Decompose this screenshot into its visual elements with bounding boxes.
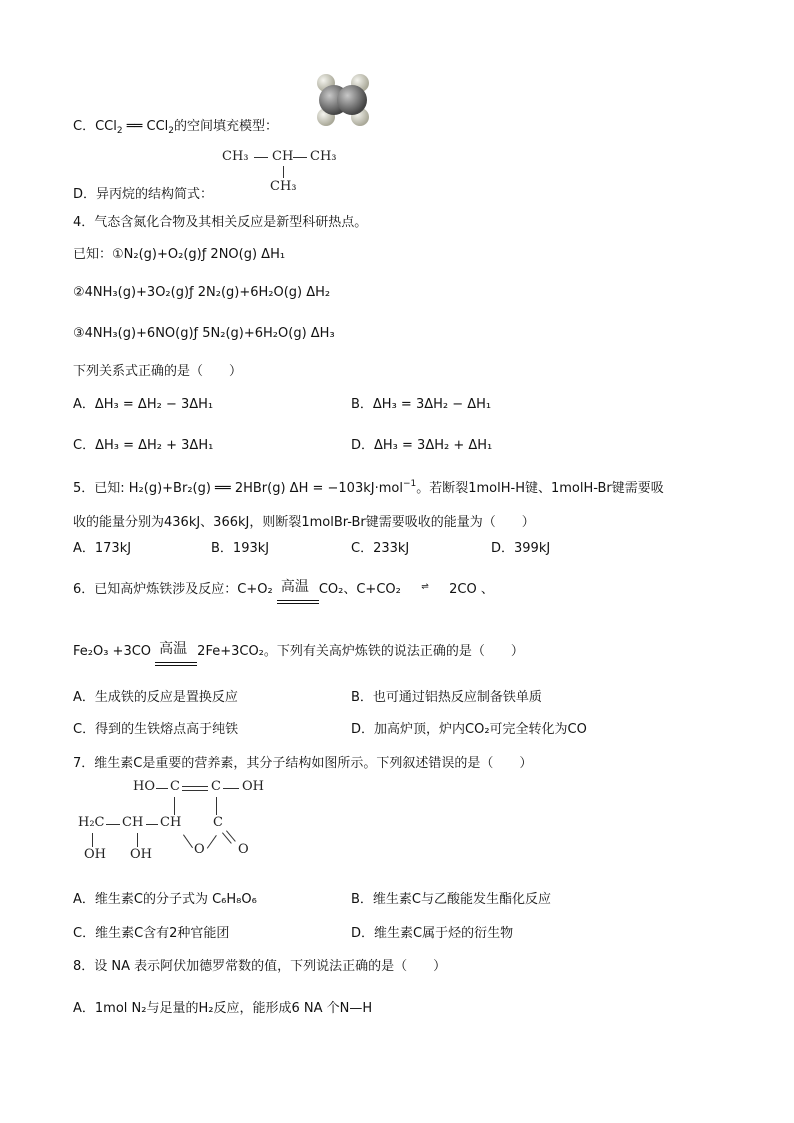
q4-equation-2: ②4NH₃(g)+3O₂(g)ƒ 2N₂(g)+6H₂O(g) ΔH₂ bbox=[73, 285, 331, 300]
q6-stem-line2: Fe₂O₃ +3CO 高温 2Fe+3CO₂。下列有关高炉炼铁的说法正确的是（ ） bbox=[73, 640, 524, 659]
q6-stem-line1: 6．已知高炉炼铁涉及反应：C+O₂ 高温 CO₂、C+CO₂ ⇌ 2CO 、 bbox=[73, 578, 494, 597]
q6-option-b[interactable]: B．也可通过铝热反应制备铁单质 bbox=[351, 690, 542, 705]
q5-option-d[interactable]: D．399kJ bbox=[491, 541, 551, 556]
q8-option-a[interactable]: A．1mol N₂与足量的H₂反应，能形成6 NA 个N—H bbox=[73, 1001, 373, 1016]
q5-option-b[interactable]: B．193kJ bbox=[211, 541, 270, 556]
q6-option-a[interactable]: A．生成铁的反应是置换反应 bbox=[73, 690, 238, 705]
q7-option-c[interactable]: C．维生素C含有2种官能团 bbox=[73, 926, 230, 941]
ccl2-space-filling-model-image bbox=[312, 70, 374, 130]
q3-option-d: D．异丙烷的结构简式： bbox=[73, 187, 214, 202]
isopropane-structure-formula: CH₃ CH CH₃ CH₃ bbox=[222, 149, 337, 194]
q5-option-c[interactable]: C．233kJ bbox=[351, 541, 410, 556]
q4-equation-1: 已知：①N₂(g)+O₂(g)ƒ 2NO(g) ΔH₁ bbox=[73, 247, 286, 262]
q6-option-c[interactable]: C．得到的生铁熔点高于纯铁 bbox=[73, 722, 239, 737]
q4-stem: 4．气态含氮化合物及其相关反应是新型科研热点。 bbox=[73, 215, 368, 230]
q7-stem: 7．维生素C是重要的营养素，其分子结构如图所示。下列叙述错误的是（ ） bbox=[73, 756, 533, 771]
q4-option-a[interactable]: A．ΔH₃ = ΔH₂ − 3ΔH₁ bbox=[73, 397, 214, 412]
q7-option-b[interactable]: B．维生素C与乙酸能发生酯化反应 bbox=[351, 892, 551, 907]
reversible-arrow-icon: ⇌ bbox=[421, 582, 429, 592]
q7-option-a[interactable]: A．维生素C的分子式为 C₆H₈O₆ bbox=[73, 892, 257, 907]
q4-question: 下列关系式正确的是（ ） bbox=[73, 364, 243, 379]
q7-option-d[interactable]: D．维生素C属于烃的衍生物 bbox=[351, 926, 514, 941]
q4-option-b[interactable]: B．ΔH₃ = 3ΔH₂ − ΔH₁ bbox=[351, 397, 492, 412]
q8-stem: 8．设 NA 表示阿伏加德罗常数的值，下列说法正确的是（ ） bbox=[73, 959, 447, 974]
vitamin-c-structure-diagram: HO C C OH H₂C CH CH C OH OH O O bbox=[78, 779, 264, 862]
q5-stem-line2: 收的能量分别为436kJ、366kJ，则断裂1molBr-Br键需要吸收的能量为（ ） bbox=[73, 515, 535, 530]
q4-equation-3: ③4NH₃(g)+6NO(g)ƒ 5N₂(g)+6H₂O(g) ΔH₃ bbox=[73, 326, 335, 341]
q4-option-c[interactable]: C．ΔH₃ = ΔH₂ + 3ΔH₁ bbox=[73, 438, 214, 453]
q5-stem-line1: 5．已知: H₂(g)+Br₂(g) ══ 2HBr(g) ΔH = −103kJ·mol$^{-1}$。若断裂1molH-H键、1molH-Br键需要吸 bbox=[73, 479, 664, 496]
q3-option-c: C．CCl$_2$ ══ CCl$_2$的空间填充模型： bbox=[73, 119, 279, 136]
q5-option-a[interactable]: A．173kJ bbox=[73, 541, 132, 556]
q6-option-d[interactable]: D．加高炉顶，炉内CO₂可完全转化为CO bbox=[351, 722, 587, 737]
q4-option-d[interactable]: D．ΔH₃ = 3ΔH₂ + ΔH₁ bbox=[351, 438, 493, 453]
